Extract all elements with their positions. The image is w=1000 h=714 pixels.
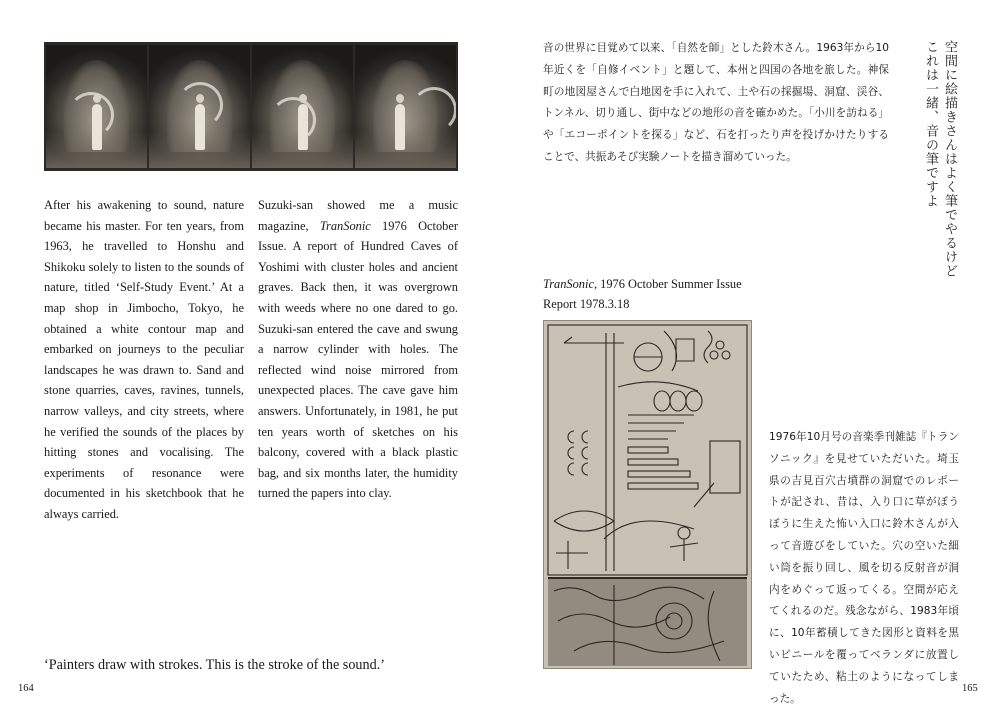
sketch-drawing: [544, 321, 751, 668]
magazine-title: TranSonic: [319, 218, 371, 233]
page-number-right: 165: [962, 683, 978, 694]
paragraph: After his awakening to sound, nature became his master. For ten years, from 1963, he travelled to Honshu and Shikoku solely to listen to the sounds of nature, titled ‘Self-Study Event.’ At a map shop in Jimbocho, Tokyo, he obtained a white contour map and embarked on journeys to the peculiar landscapes he was drawn to. Sand and stone quarries, caves, ravines, tunnels, narrow valleys, and city streets, where he verified the sounds of the places by hitting stones and vocalising. The experiments of resonance were documented in his sketchbook that he always carried.: [44, 198, 244, 521]
body-text-column-2: [258, 195, 458, 504]
performer-figure: [395, 104, 405, 150]
magazine-title: TranSonic: [543, 277, 594, 291]
cave-photo-frame: [46, 45, 147, 168]
text-run: 1976 October Issue. A report of Hundred Caves of Yoshimi with cluster holes and ancient graves. Back then, it was overgrown with weeds where no one dared to go. Suzuki-san entered the cave and swung a narrow cylinder with holes. The reflected wind noise mirrored from unexpected places. The cave gave him answers. Unfortunately, in 1981, he put ten years worth of sketches on his balcony, covered with a black plastic bag, and six months later, the humidity turned the papers into clay.: [258, 218, 458, 501]
body-text-column-1: [44, 195, 244, 525]
vertical-quote-line-2: これは一緒、音の筆ですよ: [923, 40, 938, 208]
cave-photo-frame: [149, 45, 250, 168]
swing-trail: [68, 92, 114, 138]
figure-caption: [543, 277, 803, 292]
paragraph: [258, 195, 458, 504]
swing-trail: [411, 87, 456, 133]
cave-photo-frame: [252, 45, 353, 168]
text-run: Suzuki-san showed me a music magazine,: [258, 198, 458, 233]
japanese-paragraph-bottom: 1976年10月号の音楽季刊雑誌『トランソニック』を見せていただいた。埼玉県の吉見百穴古墳群の洞窟でのレポートが記され、昔は、入り口に草がぼうぼうに生えた怖い入口に鈴木さんが入って音遊びをしていた。穴の空いた細い筒を振り回し、風を切る反射音が洞内をめぐって返ってくる。空間が応えてくれるのだ。残念ながら、1983年頃に、10年蓄積してきた図形と資料を黒いビニールを覆ってベランダに放置していたため、粘土のようになってしまった。: [769, 431, 959, 705]
swing-trail: [270, 97, 316, 143]
cave-photo-sequence: [44, 42, 458, 171]
figure-caption-report: Report 1978.3.18: [543, 297, 630, 311]
japanese-paragraph-top: 音の世界に目覚めて以来、「自然を師」とした鈴木さん。1963年から10年近くを「自修イベント」と題して、本州と四国の各地を旅した。神保町の地図屋さんで白地図を手に入れて、土や石の採掘場、洞窟、渓谷、トンネル、切り通し、街中などの地形の音を確かめた。「小川を訪ねる」や「エコーポイントを探る」など、石を打ったり声を投げかけたりすることで、共振あそび実験ノートを描き溜めていった。: [543, 42, 889, 163]
sketch-scan-image: [543, 320, 752, 669]
cave-photo-frame: [355, 45, 456, 168]
vertical-quote-line-1: 空間に絵描きさんはよく筆でやるけど: [942, 40, 957, 278]
performer-figure: [195, 104, 205, 150]
caption-text: , 1976 October Summer Issue: [593, 277, 742, 291]
pull-quote: ‘Painters draw with strokes. This is the stroke of the sound.’: [44, 657, 385, 673]
performer-figure: [298, 104, 308, 150]
page-number-left: 164: [18, 683, 34, 694]
performer-figure: [92, 104, 102, 150]
